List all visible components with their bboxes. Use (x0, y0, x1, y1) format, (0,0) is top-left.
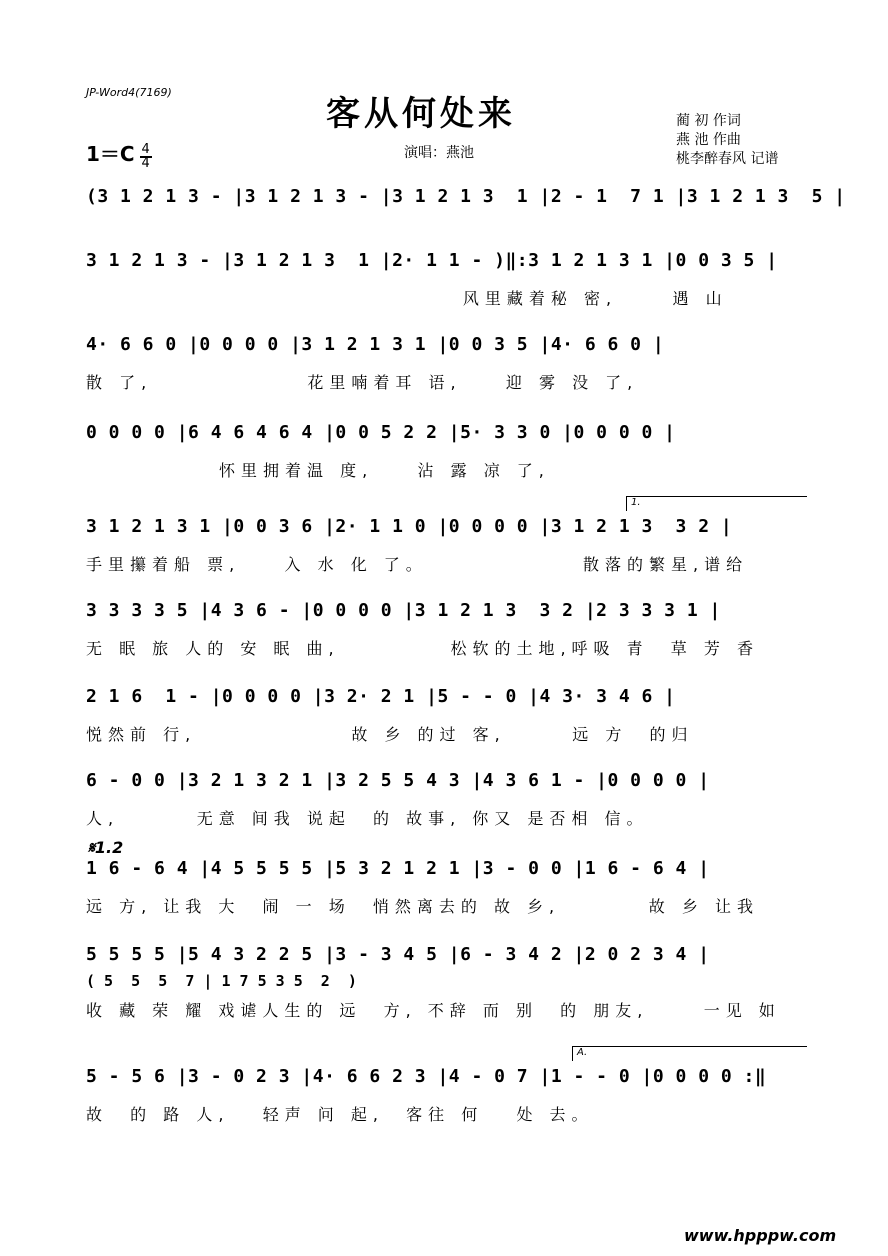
lyric-line: 远 方, 让我 大 闹 一 场 悄然离去的 故 乡, 故 乡 让我 (86, 897, 759, 916)
notation-line: 3 1 2 1 3 1 |0 0 3 6 |2· 1 1 0 |0 0 0 0 |3 1 2 1 3 3 2 | (86, 516, 733, 537)
composer: 燕 池 作曲 (676, 132, 741, 148)
time-top: 4 (141, 141, 150, 157)
substitute-notation-line: ( 5 5 5 7 | 1 7 5 3 5 2 ) (86, 972, 357, 990)
lyric-line: 故 的 路 人, 轻声 问 起, 客往 何 处 去。 (86, 1105, 594, 1124)
notation-line: 5 5 5 5 |5 4 3 2 2 5 |3 - 3 4 5 |6 - 3 4 2 |2 0 2 3 4 | (86, 944, 710, 965)
lyric-line: 人, 无意 间我 说起 的 故事, 你又 是否相 信。 (86, 809, 649, 828)
score-system-3 (86, 334, 802, 394)
lyric-line: 收 藏 荣 耀 戏谑人生的 远 方, 不辞 而 别 的 朋友, 一见 如 (86, 1001, 781, 1020)
notation-line: 2 1 6 1 - |0 0 0 0 |3 2· 2 1 |5 - - 0 |4 3· 3 4 6 | (86, 686, 676, 707)
score-system-5 (86, 516, 802, 576)
lyric-line: 悦然前 行, 故 乡 的过 客, 远 方 的归 (86, 725, 694, 744)
source-tag: JP-Word4(7169) (86, 86, 172, 99)
time-bottom: 4 (141, 155, 150, 171)
lyric-line: 怀里拥着温 度, 沾 露 凉 了, (86, 461, 550, 480)
score-system-1 (86, 186, 846, 246)
score-system-6 (86, 600, 802, 660)
notation-line: 0 0 0 0 |6 4 6 4 6 4 |0 0 5 2 2 |5· 3 3 0 |0 0 0 0 | (86, 422, 676, 443)
transcriber: 桃李醉春风 记谱 (676, 151, 779, 167)
score-system-10 (86, 944, 802, 1024)
time-signature (140, 141, 152, 171)
score-system-9 (86, 858, 802, 918)
score-system-7 (86, 686, 802, 746)
notation-line: (3 1 2 1 3 - |3 1 2 1 3 - |3 1 2 1 3 1 |2 - 1 7 1 |3 1 2 1 3 5 | (86, 186, 846, 207)
volta-bracket-a: A. (572, 1046, 807, 1061)
volta-bracket-1: 1. (626, 496, 807, 511)
notation-line: 4· 6 6 0 |0 0 0 0 |3 1 2 1 3 1 |0 0 3 5 |4· 6 6 0 | (86, 334, 665, 355)
site-watermark: www.hpppw.com (684, 1226, 837, 1245)
lyricist: 蔺 初 作词 (676, 113, 741, 129)
notation-line: 1 6 - 6 4 |4 5 5 5 5 |5 3 2 1 2 1 |3 - 0 0 |1 6 - 6 4 | (86, 858, 710, 879)
lyric-line: 手里攥着船 票, 入 水 化 了。 散落的繁星,谱给 (86, 555, 749, 574)
key-signature (86, 138, 152, 170)
singer: 演唱：燕池 (404, 145, 474, 161)
score-system-11 (86, 1066, 802, 1126)
notation-line: 6 - 0 0 |3 2 1 3 2 1 |3 2 5 5 4 3 |4 3 6 1 - |0 0 0 0 | (86, 770, 710, 791)
score-system-4 (86, 422, 802, 482)
score-system-2 (86, 250, 802, 310)
notation-line: 3 3 3 3 5 |4 3 6 - |0 0 0 0 |3 1 2 1 3 3 2 |2 3 3 3 1 | (86, 600, 721, 621)
song-title: 客从何处来 (326, 94, 516, 134)
segno-sign: 𝄋1.2 (88, 838, 124, 857)
notation-line: 5 - 5 6 |3 - 0 2 3 |4· 6 6 2 3 |4 - 0 7 |1 - - 0 |0 0 0 0 :‖ (86, 1066, 767, 1087)
score-system-8 (86, 770, 802, 830)
lyric-line: 散 了, 花里喃着耳 语, 迎 雾 没 了, (86, 373, 639, 392)
lyric-line: 无 眠 旅 人的 安 眠 曲, 松软的土地,呼吸 青 草 芳 香 (86, 639, 759, 658)
notation-line: 3 1 2 1 3 - |3 1 2 1 3 1 |2· 1 1 - )‖:3 1 2 1 3 1 |0 0 3 5 | (86, 250, 778, 271)
key-label: 1＝C (86, 142, 135, 166)
lyric-line: 风里藏着秘 密, 遇 山 (86, 289, 728, 308)
